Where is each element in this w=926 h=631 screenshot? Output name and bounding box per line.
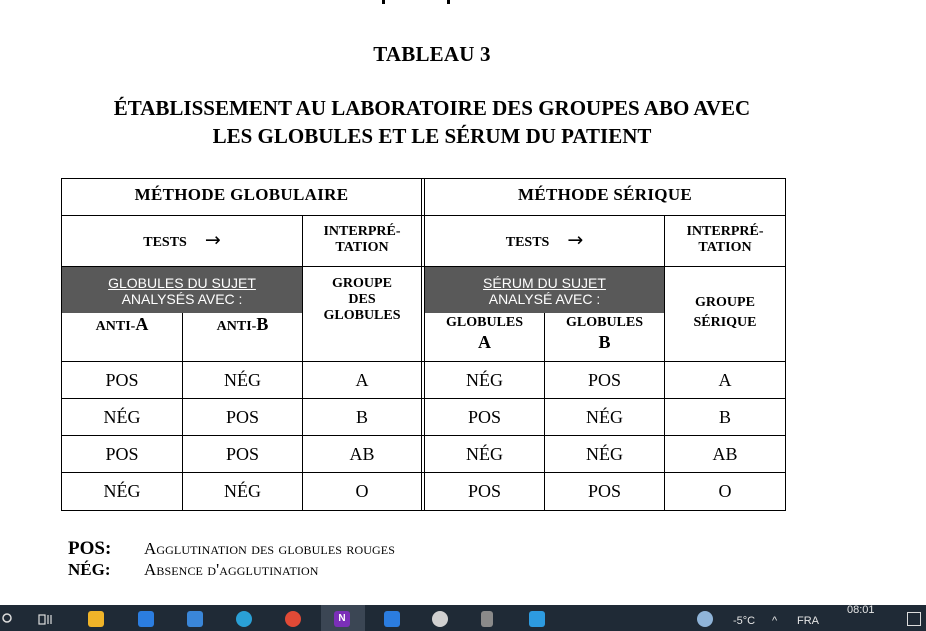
table-cell: NÉG [103, 481, 141, 501]
shortcut-icon[interactable] [529, 611, 545, 627]
globules-sujet-line: GLOBULES DU SUJET [108, 275, 256, 291]
table-cell: NÉG [103, 407, 141, 427]
table-cell: NÉG [586, 444, 623, 464]
header-line: GLOBULES [445, 315, 524, 330]
tests-label-right [425, 229, 664, 251]
header-line: GROUPE [332, 276, 392, 291]
legend-row-neg [68, 560, 395, 582]
weather-icon[interactable] [697, 611, 713, 627]
globules-a-header [425, 315, 544, 353]
table-cell: AB [712, 444, 738, 464]
anti-prefix: ANTI- [95, 319, 136, 334]
table-cell: A [718, 370, 732, 390]
legend-key: NÉG: [68, 560, 111, 579]
chevron-up-icon[interactable]: ^ [772, 615, 778, 627]
legend-key: POS: [68, 538, 112, 559]
tests-label-left [62, 229, 302, 251]
interp-line: TATION [335, 240, 389, 255]
language-indicator[interactable]: FRA [797, 615, 819, 627]
table-cell: NÉG [224, 370, 261, 390]
table-cell: POS [105, 370, 139, 390]
legend [68, 538, 395, 582]
table-cell: POS [467, 407, 502, 427]
header-line: GLOBULES [323, 308, 401, 323]
chrome-icon[interactable] [285, 611, 301, 627]
interp-line: TATION [698, 240, 752, 255]
serum-sujet-line: ANALYSÉ AVEC : [488, 291, 601, 307]
gear-icon[interactable] [432, 611, 448, 627]
legend-row-pos [68, 538, 395, 560]
table-cell: B [718, 407, 731, 427]
anti-letter: A [135, 314, 149, 334]
anti-prefix: ANTI- [216, 319, 257, 334]
table-cell: NÉG [586, 407, 623, 427]
anti-letter: B [256, 314, 269, 334]
legend-text: Agglutination des globules rouges [144, 539, 395, 558]
globules-sujet-line: ANALYSÉS AVEC : [121, 291, 243, 307]
header-line: GROUPE [695, 295, 755, 310]
interp-line: INTERPRÉ- [686, 224, 764, 239]
store-icon[interactable] [138, 611, 154, 627]
task-view-icon[interactable] [38, 613, 54, 627]
header-line: GLOBULES [565, 315, 644, 330]
serum-sujet-line: SÉRUM DU SUJET [483, 275, 606, 291]
right-method-header: MÉTHODE SÉRIQUE [517, 185, 693, 204]
usb-icon[interactable] [481, 611, 493, 627]
table-cell: A [355, 370, 369, 390]
calendar-icon[interactable] [384, 611, 400, 627]
taskbar [0, 605, 926, 631]
notification-icon[interactable] [907, 612, 921, 626]
table-cell: POS [467, 481, 502, 501]
onenote-icon: N [334, 611, 350, 627]
table-cell: NÉG [466, 370, 503, 390]
tests-label: TESTS [143, 235, 187, 250]
table-cell: POS [587, 370, 622, 390]
onenote-active-tab[interactable] [321, 605, 365, 631]
subtitle-line: ÉTABLISSEMENT AU LABORATOIRE DES GROUPES ABO AVEC [113, 96, 751, 120]
interp-line: INTERPRÉ- [323, 224, 401, 239]
header-line: DES [348, 292, 376, 307]
globules-du-sujet-header [62, 267, 302, 313]
table-cell: NÉG [466, 444, 503, 464]
serum-du-sujet-header [425, 267, 664, 313]
interpretation-header-right [665, 224, 785, 256]
table-cell: O [355, 481, 369, 501]
table-cell: O [718, 481, 732, 501]
document-title: TABLEAU 3 [373, 42, 491, 66]
legend-text: Absence d'agglutination [144, 560, 319, 579]
arrow-right-icon: → [204, 229, 221, 251]
subtitle-line: LES GLOBULES ET LE SÉRUM DU PATIENT [212, 124, 652, 148]
anti-a-header [62, 316, 182, 335]
arrow-right-icon: → [567, 229, 584, 251]
globules-b-header [545, 315, 664, 353]
clock-time[interactable]: 08:01 [847, 604, 875, 616]
groupe-serique-header [665, 295, 785, 331]
anti-b-header [183, 316, 302, 335]
table-cell: NÉG [224, 481, 261, 501]
header-line: B [598, 332, 611, 352]
file-explorer-icon[interactable] [88, 611, 104, 627]
edge-icon[interactable] [236, 611, 252, 627]
tests-label: TESTS [505, 235, 550, 250]
table-cell: POS [225, 444, 260, 464]
table-cell: B [355, 407, 368, 427]
table-cell: AB [349, 444, 375, 464]
table-cell: POS [105, 444, 139, 464]
left-method-header: MÉTHODE GLOBULAIRE [134, 185, 349, 204]
weather-temp[interactable]: -5°C [733, 615, 756, 627]
header-line: SÉRIQUE [693, 315, 757, 330]
interpretation-header-left [303, 224, 421, 256]
header-line: A [478, 332, 491, 352]
table-cell: POS [225, 407, 260, 427]
search-icon[interactable] [2, 613, 16, 627]
mail-icon[interactable] [187, 611, 203, 627]
groupe-des-globules-header [303, 276, 421, 324]
table-cell: POS [587, 481, 622, 501]
